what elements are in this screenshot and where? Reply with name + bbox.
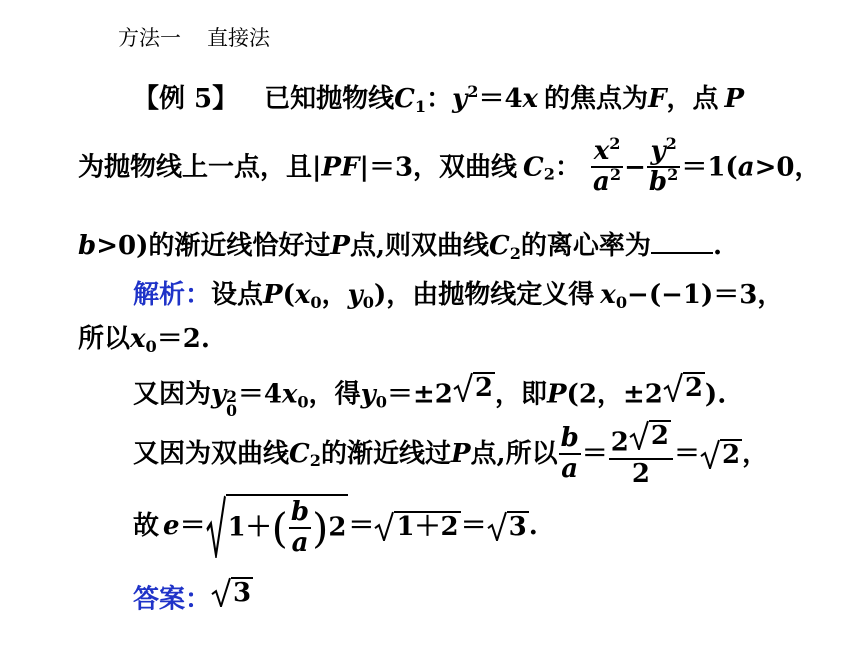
answer-line — [133, 577, 253, 615]
fraction-y2-b2: $\frac{y^2}{b^2}$ — [648, 134, 679, 198]
sqrt-big: 1＋( $\frac{b}{a}$ )2 — [206, 494, 349, 558]
sqrt-2-b: 2 — [663, 372, 705, 402]
solution-label: 解析： — [133, 280, 212, 310]
answer-sqrt-3: 3 — [211, 577, 253, 607]
sqrt-3: 3 — [487, 511, 529, 541]
section-heading — [118, 22, 270, 52]
answer-label: 答案： — [133, 584, 212, 615]
solution-line-5: 故 e＝ 1＋( $\frac{b}{a}$ )2 ＝ 1＋2 ＝ 3 . — [133, 494, 538, 558]
var-c1: C — [394, 84, 415, 114]
solution-line-1: 解析：设点$P(x_0$，$y_0$)，由抛物线定义得 $x_0-(-1)=3$， — [133, 280, 784, 313]
sqrt-1plus2: 1＋2 — [374, 511, 460, 541]
example-line-3: b>0)的渐近线恰好过P点,则双曲线$C_2$的离心率为 . — [78, 231, 722, 264]
method-name: 直接法 — [207, 26, 270, 50]
sqrt-2-a: 2 — [453, 372, 495, 402]
solution-line-4: 又因为双曲线$C_2$的渐近线过P点,所以 $\frac{b}{a}$ ＝ 2 2 2 ＝ 2 ， — [133, 421, 769, 489]
fraction-2sqrt2-2: 2 2 2 — [609, 420, 673, 488]
fraction-x2-a2: $\frac{x^2}{a^2}$ — [593, 134, 622, 198]
example-line-1: 【例 5】 已知抛物线$C_1$：$y^2=4x$ 的焦点为F，点 P — [133, 82, 745, 117]
method-label: 方法一 — [118, 26, 181, 50]
solution-line-3: 又因为y 2 0 $=4x_0$，得$y_0=\pm 2$ 2 ，即P(2，±2 2 ). — [133, 373, 727, 421]
example-line-2: 为抛物线上一点，且|PF|＝3，双曲线 $C_2$： $\frac{x^2}{a^2}$ − $\frac{y^2}{b^2}$ ＝1(a>0， — [78, 134, 821, 198]
solution-line-2: 所以$x_0=2$. — [78, 324, 210, 357]
answer-blank — [651, 230, 713, 254]
example-tag: 【例 5】 — [133, 84, 239, 114]
sqrt-2-c: 2 — [700, 439, 742, 469]
fraction-b-a: $\frac{b}{a}$ — [560, 422, 579, 484]
